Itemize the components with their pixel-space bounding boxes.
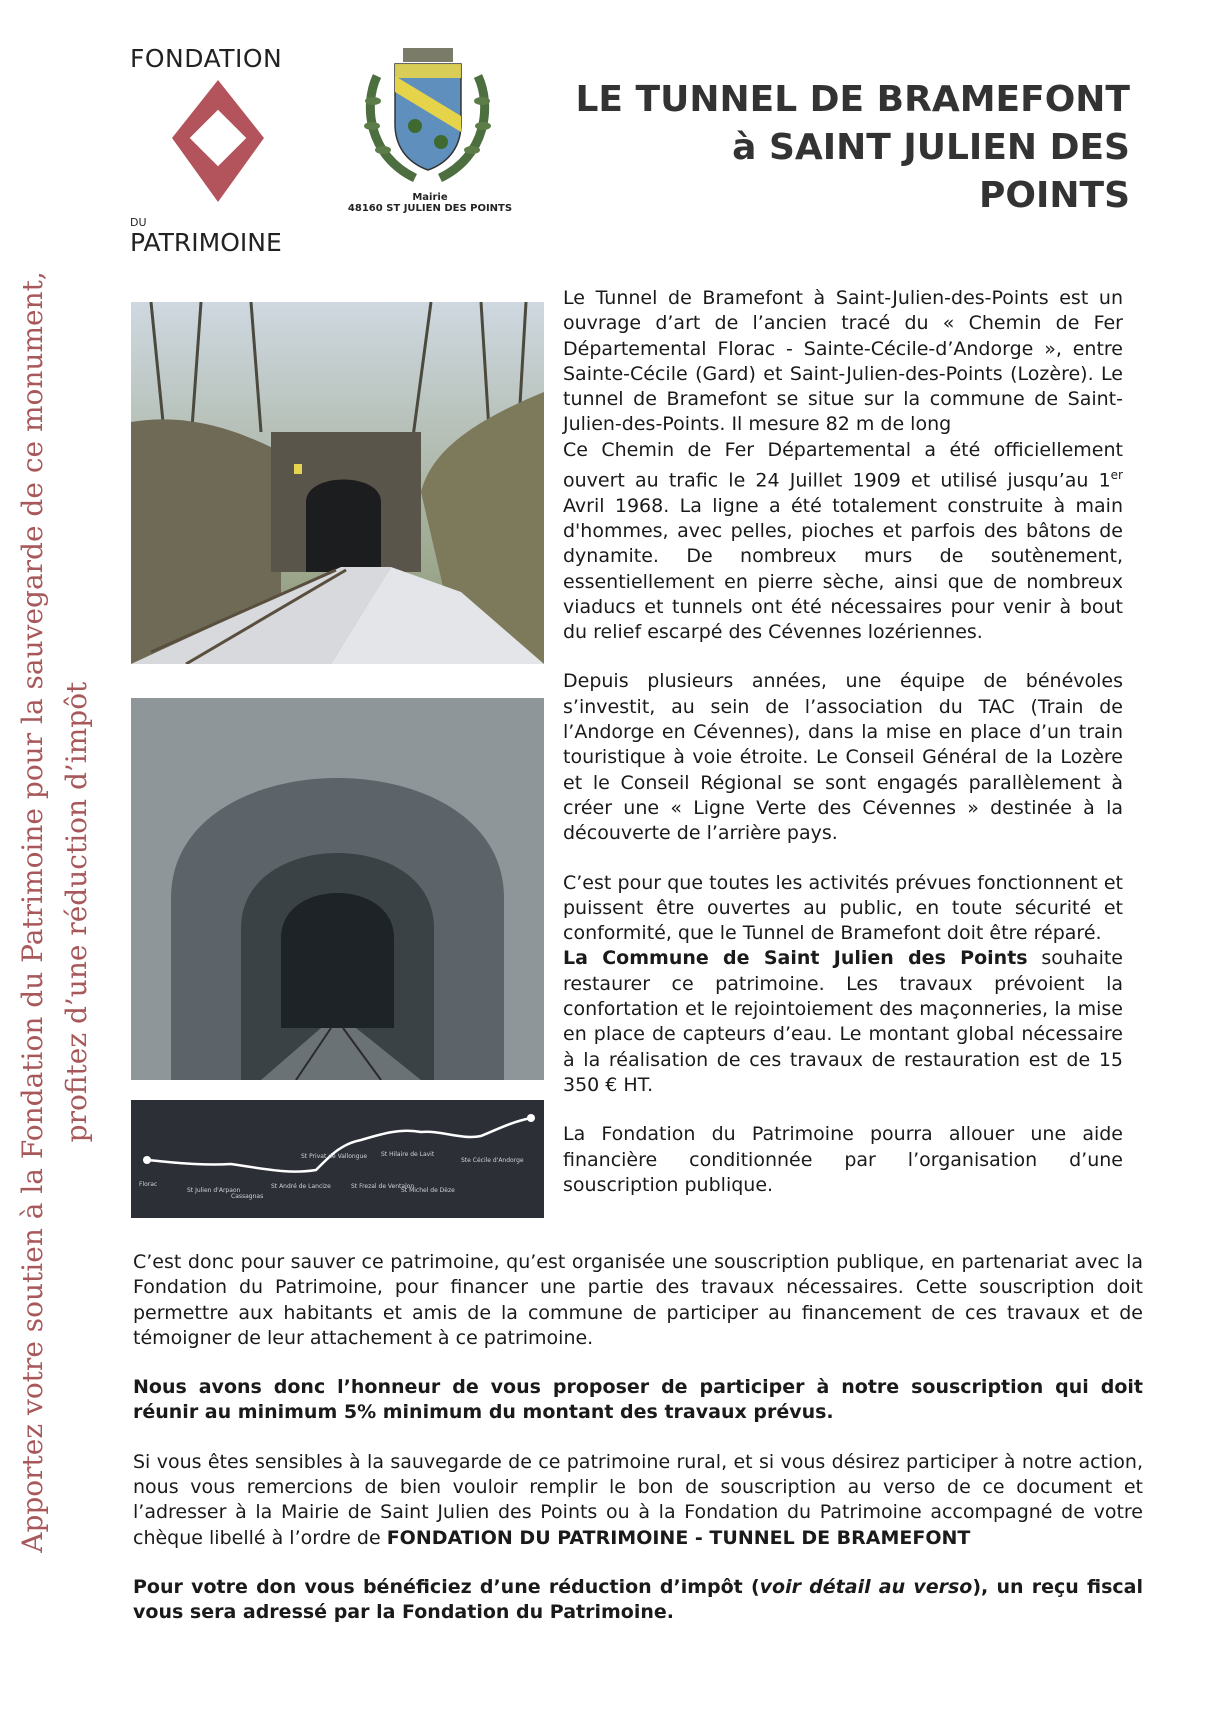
paragraph-7: C’est donc pour sauver ce patrimoine, qu’est organisée une souscription publique, en partenariat avec la Fondation du Patrimoine, pour financer une partie des travaux nécessaires. Cette souscription doit permettre aux habitants et amis de la commune de participer au financement de ces travaux et de témoigner de leur attachement à ce patrimoine. — [133, 1251, 1143, 1349]
crest-caption-address: 48160 ST JULIEN DES POINTS — [347, 203, 513, 214]
tunnel-interior-photo — [131, 698, 544, 1080]
logo-word-du: DU — [130, 216, 147, 229]
title-line-1: LE TUNNEL DE BRAMEFONT — [575, 79, 1130, 120]
tunnel-entrance-photo — [131, 302, 544, 664]
slogan-line-1: Apportez votre soutien à la Fondation du Patrimoine pour la sauvegarde de ce monument, — [16, 271, 49, 1553]
fondation-patrimoine-logo — [130, 44, 302, 257]
map-station-5: St Frezal de Ventalon — [351, 1183, 415, 1190]
map-station-0: Florac — [139, 1181, 158, 1188]
town-crest-icon — [355, 46, 500, 184]
appeal-section — [133, 1250, 1143, 1626]
logo-word-fondation: FONDATION — [130, 44, 283, 73]
paragraph-1: Le Tunnel de Bramefont à Saint-Julien-des-Points est un ouvrage d’art de l’ancien tracé du « Chemin de Fer Départemental Florac - Sainte-Cécile-d’Andorge », entre Sainte-Cécile (Gard) et Saint-Julien-des-Points (Lozère). Le tunnel de Bramefont se situe sur la commune de Saint-Julien-des-Points. Il mesure 82 m de long — [563, 287, 1123, 436]
paragraph-6: La Fondation du Patrimoine pourra allouer une aide financière conditionnée par l’organisation d’une souscription publique. — [563, 1123, 1123, 1196]
map-station-3: St André de Lancize — [271, 1183, 331, 1190]
paragraph-8: Nous avons donc l’honneur de vous proposer de participer à notre souscription qui doit réunir au minimum 5% minimum du montant des travaux prévus. — [133, 1376, 1143, 1424]
map-station-2: Cassagnas — [231, 1193, 264, 1200]
intro-column — [563, 286, 1123, 1198]
slogan-line-2: profitez d’une réduction d’impôt — [60, 681, 93, 1143]
paragraph-4: C’est pour que toutes les activités prévues fonctionnent et puissent être ouvertes au public, en toute sécurité et conformité, que le Tunnel de Bramefont doit être réparé. — [563, 871, 1123, 945]
paragraph-5: La Commune de Saint Julien des Points souhaite restaurer ce patrimoine. Les travaux prévoient la confortation et le rejointoiement des maçonneries, la mise en place de capteurs d’eau. Le montant global nécessaire à la réalisation de ces travaux de restauration est de 15 350 € HT. — [563, 947, 1123, 1096]
paragraph-9: Si vous êtes sensibles à la sauvegarde de ce patrimoine rural, et si vous désirez participer à notre action, nous vous remercions de bien vouloir remplir le bon de souscription au verso de ce document et l’adresser à la Mairie de Saint Julien des Points ou à la Fondation du Patrimoine accompagné de votre chèque libellé à l’ordre de FONDATION DU PATRIMOINE - TUNNEL DE BRAMEFONT — [133, 1450, 1143, 1549]
map-station-7: St Michel de Dèze — [401, 1187, 455, 1194]
railway-line-map — [131, 1100, 544, 1218]
map-station-4: St Privat de Vallongue — [301, 1153, 368, 1160]
map-station-6: St Hilaire de Lavit — [381, 1151, 435, 1158]
crest-caption-mairie: Mairie — [412, 192, 448, 203]
paragraph-10: Pour votre don vous bénéficiez d’une réduction d’impôt (voir détail au verso), un reçu fiscal vous sera adressé par la Fondation du Patrimoine. — [133, 1575, 1143, 1624]
map-station-8: Ste Cécile d'Andorge — [461, 1157, 524, 1164]
sidebar-slogan — [0, 0, 110, 1736]
logo-word-patrimoine: PATRIMOINE — [130, 228, 282, 257]
map-station-1: St Julien d'Arpaon — [187, 1187, 241, 1194]
paragraph-2: Ce Chemin de Fer Départemental a été officiellement ouvert au trafic le 24 Juillet 1909 et utilisé jusqu’au 1er Avril 1968. La ligne a été totalement construite à main d'hommes, avec pelles, pioches et parfois des bâtons de dynamite. De nombreux murs de soutènement, essentiellement en pierre sèche, ainsi que de nombreux viaducs et tunnels ont été nécessaires pour venir à bout du relief escarpé des Cévennes lozériennes. — [563, 438, 1123, 644]
title-line-2: à SAINT JULIEN DES POINTS — [732, 127, 1130, 216]
crest-caption — [310, 192, 550, 214]
page-title — [570, 76, 1130, 220]
diamond-logo-icon — [168, 76, 268, 206]
paragraph-3: Depuis plusieurs années, une équipe de bénévoles s’investit, au sein de l’association du TAC (Train de l’Andorge en Cévennes), dans la mise en place d’un train touristique à voie étroite. Le Conseil Général de la Lozère et le Conseil Régional se sont engagés parallèlement à créer une « Ligne Verte des Cévennes » destinée à la découverte de l’arrière pays. — [563, 670, 1123, 845]
